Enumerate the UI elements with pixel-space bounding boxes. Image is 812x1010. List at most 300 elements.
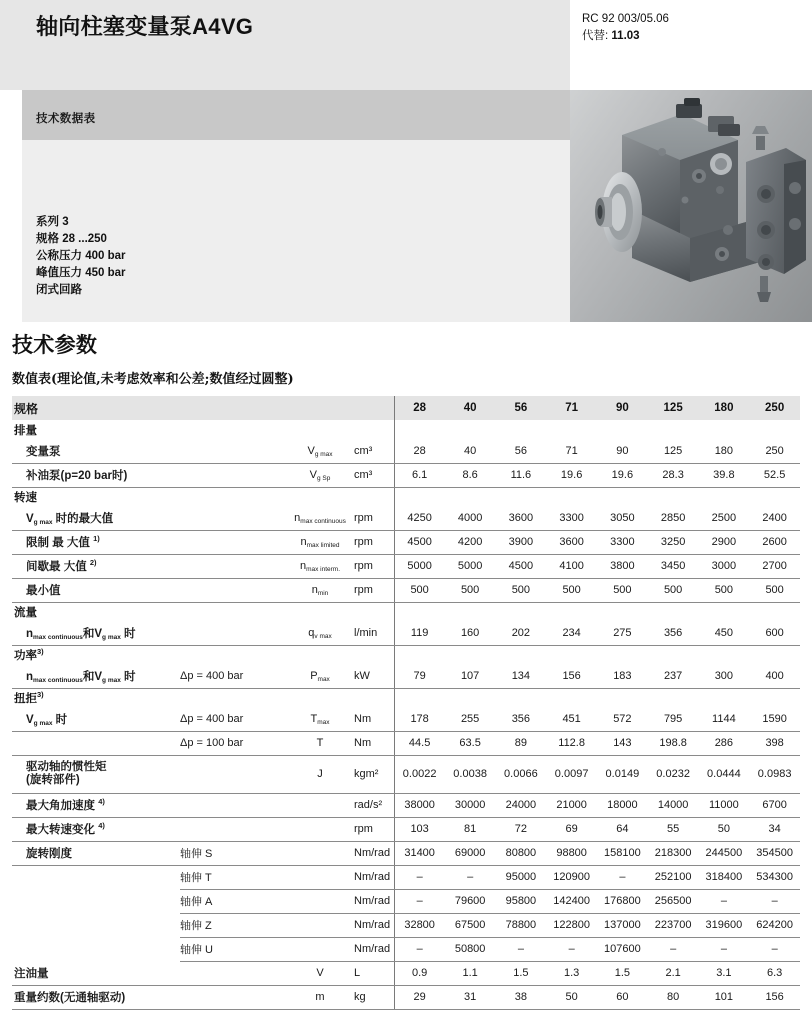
row-unit: Nm/rad: [350, 889, 394, 913]
table-cell-value: 600: [749, 621, 800, 645]
row-symbol: $q_{v max}$: [290, 621, 350, 645]
row-condition: 轴伸 S: [180, 841, 290, 865]
table-cell-value: 44.5: [394, 731, 445, 755]
table-cell-value: 19.6: [546, 463, 597, 487]
row-symbol: [290, 913, 350, 937]
table-cell-value: –: [496, 937, 547, 961]
table-row: [12, 793, 800, 817]
row-unit: kW: [350, 664, 394, 688]
table-cell-value: 4500: [496, 554, 547, 578]
group-label: 功率$^{3)}$: [14, 646, 44, 662]
table-cell-value: 0.0038: [445, 755, 496, 793]
row-unit: Nm/rad: [350, 841, 394, 865]
table-cell-value: [597, 420, 648, 439]
table-cell-value: 107600: [597, 937, 648, 961]
table-cell-value: –: [648, 937, 699, 961]
table-cell-value: [546, 420, 597, 439]
table-cell-value: 160: [445, 621, 496, 645]
table-cell-value: [597, 602, 648, 621]
row-unit: Nm/rad: [350, 937, 394, 961]
row-label: [12, 731, 180, 755]
table-cell-value: 5000: [394, 554, 445, 578]
row-condition: [180, 793, 290, 817]
row-label: [12, 937, 180, 961]
table-header-label: 规格: [12, 396, 180, 420]
table-cell-value: 1144: [699, 707, 750, 731]
table-cell-value: 28: [394, 439, 445, 463]
table-cell-value: 319600: [699, 913, 750, 937]
table-cell-value: 275: [597, 621, 648, 645]
table-cell-value: 40: [445, 439, 496, 463]
row-label: 补油泵(p=20 bar时): [12, 463, 180, 487]
row-label: 驱动轴的惯性矩 (旋转部件): [12, 755, 180, 793]
table-cell-value: 4200: [445, 530, 496, 554]
table-cell-value: [699, 688, 750, 707]
table-header-size: 28: [394, 396, 445, 420]
table-cell-value: 3900: [496, 530, 547, 554]
table-cell-value: 450: [699, 621, 750, 645]
row-symbol: [290, 865, 350, 889]
table-cell-value: [546, 645, 597, 664]
row-label: 注油量: [12, 961, 180, 985]
row-label: $n_{max continuous}$和$V_{g max}$ 时: [12, 664, 180, 688]
table-header-size: 71: [546, 396, 597, 420]
section-title: 技术参数: [12, 334, 98, 357]
table-cell-value: 534300: [749, 865, 800, 889]
table-cell-value: –: [597, 865, 648, 889]
table-cell-value: 69000: [445, 841, 496, 865]
table-row: [12, 578, 800, 602]
technical-data-table: [12, 396, 800, 1010]
table-cell-value: 3000: [699, 554, 750, 578]
table-row: [12, 841, 800, 865]
table-row: [12, 961, 800, 985]
row-label: $V_{g max}$ 时: [12, 707, 180, 731]
table-cell-value: 500: [648, 578, 699, 602]
table-cell-value: 2700: [749, 554, 800, 578]
table-cell-value: 0.0022: [394, 755, 445, 793]
table-header-size: 250: [749, 396, 800, 420]
row-label: 最大角加速度 $^{4)}$: [12, 793, 180, 817]
table-cell-value: 79600: [445, 889, 496, 913]
page-title: 轴向柱塞变量泵A4VG: [36, 14, 254, 39]
row-symbol: [290, 937, 350, 961]
table-cell-value: 79: [394, 664, 445, 688]
row-condition: Δp = 400 bar: [180, 707, 290, 731]
table-cell-value: 500: [699, 578, 750, 602]
table-cell-value: 223700: [648, 913, 699, 937]
table-cell-value: 2400: [749, 506, 800, 530]
row-symbol: m: [290, 985, 350, 1009]
table-cell-value: 158100: [597, 841, 648, 865]
table-cell-value: 24000: [496, 793, 547, 817]
datasheet-strip: [22, 90, 570, 140]
table-cell-value: 2500: [699, 506, 750, 530]
table-cell-value: 81: [445, 817, 496, 841]
table-cell-value: [597, 688, 648, 707]
table-cell-value: 11000: [699, 793, 750, 817]
table-row: [12, 755, 800, 793]
table-cell-value: 202: [496, 621, 547, 645]
table-cell-value: [496, 688, 547, 707]
table-cell-value: 19.6: [597, 463, 648, 487]
table-cell-value: [749, 645, 800, 664]
table-cell-value: 356: [496, 707, 547, 731]
table-cell-value: 451: [546, 707, 597, 731]
table-cell-value: 11.6: [496, 463, 547, 487]
table-cell-value: 0.0232: [648, 755, 699, 793]
table-cell-value: 112.8: [546, 731, 597, 755]
table-cell-value: 89: [496, 731, 547, 755]
table-cell-value: [394, 420, 445, 439]
table-cell-value: 64: [597, 817, 648, 841]
row-condition: Δp = 100 bar: [180, 731, 290, 755]
table-cell-value: [496, 420, 547, 439]
product-spec-list: [36, 214, 125, 299]
table-cell-value: 3.1: [699, 961, 750, 985]
table-cell-value: 3600: [496, 506, 547, 530]
table-cell-value: 1590: [749, 707, 800, 731]
table-cell-value: [597, 487, 648, 506]
table-cell-value: [699, 487, 750, 506]
table-cell-value: –: [394, 889, 445, 913]
table-cell-value: 0.0149: [597, 755, 648, 793]
row-unit: rpm: [350, 578, 394, 602]
row-unit: rad/s²: [350, 793, 394, 817]
table-cell-value: 8.6: [445, 463, 496, 487]
row-symbol: $n_{max continuous}$: [290, 506, 350, 530]
table-cell-value: [445, 688, 496, 707]
product-band: [0, 90, 812, 322]
table-cell-value: 38: [496, 985, 547, 1009]
spec-line-circuit: 闭式回路: [36, 284, 82, 296]
row-label: [12, 865, 180, 889]
group-label: 转速: [14, 491, 37, 504]
datasheet-strip-label: 技术数据表: [36, 113, 96, 125]
table-cell-value: 63.5: [445, 731, 496, 755]
table-cell-value: 318400: [699, 865, 750, 889]
header-title-area: [0, 0, 570, 90]
table-cell-value: 156: [749, 985, 800, 1009]
table-cell-value: 80: [648, 985, 699, 1009]
doc-replaces-label: 代替:: [582, 29, 609, 42]
row-condition: Δp = 400 bar: [180, 664, 290, 688]
table-cell-value: 0.0983: [749, 755, 800, 793]
table-cell-value: 218300: [648, 841, 699, 865]
row-symbol: $n_{min}$: [290, 578, 350, 602]
table-header-size: 180: [699, 396, 750, 420]
table-row: [12, 554, 800, 578]
table-cell-value: [648, 688, 699, 707]
row-unit: l/min: [350, 621, 394, 645]
table-cell-value: 178: [394, 707, 445, 731]
table-cell-value: 5000: [445, 554, 496, 578]
row-symbol: $T_{max}$: [290, 707, 350, 731]
row-condition: [180, 506, 290, 530]
spec-line-series: 系列 3: [36, 216, 69, 228]
table-cell-value: 500: [597, 578, 648, 602]
row-condition: [180, 439, 290, 463]
table-cell-value: 21000: [546, 793, 597, 817]
spec-line-peak-pressure: 峰值压力 450 bar: [36, 267, 126, 279]
table-cell-value: [496, 487, 547, 506]
table-cell-value: [648, 645, 699, 664]
table-header-size: 90: [597, 396, 648, 420]
table-cell-value: –: [394, 937, 445, 961]
table-cell-value: 3250: [648, 530, 699, 554]
row-unit: Nm: [350, 707, 394, 731]
group-row-displacement: [12, 420, 800, 439]
page-header: [0, 0, 812, 90]
table-cell-value: 142400: [546, 889, 597, 913]
table-cell-value: 6.3: [749, 961, 800, 985]
table-row: [12, 817, 800, 841]
table-cell-value: 2850: [648, 506, 699, 530]
table-row: [12, 463, 800, 487]
table-cell-value: 4250: [394, 506, 445, 530]
table-row: [12, 913, 800, 937]
table-cell-value: 3300: [546, 506, 597, 530]
row-condition: [180, 755, 290, 793]
table-cell-value: 50: [699, 817, 750, 841]
row-condition: [180, 578, 290, 602]
row-label: 旋转刚度: [12, 841, 180, 865]
table-cell-value: 103: [394, 817, 445, 841]
row-label: 最小值: [12, 578, 180, 602]
table-cell-value: 795: [648, 707, 699, 731]
table-cell-value: [699, 645, 750, 664]
table-cell-value: 0.0097: [546, 755, 597, 793]
doc-replaces: [582, 28, 812, 45]
table-cell-value: 6.1: [394, 463, 445, 487]
table-cell-value: 500: [546, 578, 597, 602]
table-cell-value: [394, 602, 445, 621]
table-cell-value: [496, 645, 547, 664]
table-cell-value: 244500: [699, 841, 750, 865]
table-cell-value: [597, 645, 648, 664]
spec-line-nominal-pressure: 公称压力 400 bar: [36, 250, 126, 262]
row-symbol: [290, 817, 350, 841]
table-cell-value: 134: [496, 664, 547, 688]
row-unit: Nm/rad: [350, 913, 394, 937]
row-condition: 轴伸 Z: [180, 913, 290, 937]
table-row: [12, 621, 800, 645]
table-cell-value: [445, 602, 496, 621]
table-cell-value: –: [749, 889, 800, 913]
row-unit: rpm: [350, 530, 394, 554]
row-symbol: $P_{max}$: [290, 664, 350, 688]
row-symbol: T: [290, 731, 350, 755]
table-row: [12, 865, 800, 889]
table-cell-value: 572: [597, 707, 648, 731]
row-label: 最大转速变化 $^{4)}$: [12, 817, 180, 841]
table-cell-value: 80800: [496, 841, 547, 865]
table-cell-value: 56: [496, 439, 547, 463]
table-cell-value: 4100: [546, 554, 597, 578]
table-cell-value: 143: [597, 731, 648, 755]
table-cell-value: –: [445, 865, 496, 889]
table-cell-value: [445, 487, 496, 506]
table-cell-value: 3450: [648, 554, 699, 578]
table-cell-value: [394, 645, 445, 664]
table-cell-value: [496, 602, 547, 621]
table-cell-value: 1.1: [445, 961, 496, 985]
table-row: [12, 731, 800, 755]
table-row: [12, 439, 800, 463]
table-cell-value: 252100: [648, 865, 699, 889]
table-cell-value: –: [546, 937, 597, 961]
table-cell-value: 4500: [394, 530, 445, 554]
table-cell-value: 14000: [648, 793, 699, 817]
table-cell-value: 234: [546, 621, 597, 645]
row-symbol: $V_{g max}$: [290, 439, 350, 463]
table-cell-value: [749, 688, 800, 707]
doc-number: RC 92 003/05.06: [582, 13, 669, 25]
table-cell-value: 2900: [699, 530, 750, 554]
table-cell-value: 356: [648, 621, 699, 645]
table-cell-value: [699, 420, 750, 439]
table-cell-value: 32800: [394, 913, 445, 937]
table-cell-value: 250: [749, 439, 800, 463]
row-label: $n_{max continuous}$和$V_{g max}$ 时: [12, 621, 180, 645]
table-cell-value: 29: [394, 985, 445, 1009]
group-label: 排量: [14, 424, 37, 437]
table-cell-value: 69: [546, 817, 597, 841]
row-unit: rpm: [350, 817, 394, 841]
table-cell-value: [699, 602, 750, 621]
row-symbol: V: [290, 961, 350, 985]
table-cell-value: [394, 688, 445, 707]
table-cell-value: [394, 487, 445, 506]
table-row: [12, 664, 800, 688]
table-cell-value: [648, 487, 699, 506]
table-cell-value: 95000: [496, 865, 547, 889]
table-cell-value: 176800: [597, 889, 648, 913]
table-cell-value: 0.9: [394, 961, 445, 985]
table-cell-value: 50800: [445, 937, 496, 961]
row-label: [12, 913, 180, 937]
table-cell-value: –: [749, 937, 800, 961]
product-band-text: [0, 90, 570, 322]
group-label: 扭拒$^{3)}$: [14, 689, 44, 705]
table-cell-value: 3800: [597, 554, 648, 578]
table-cell-value: 34: [749, 817, 800, 841]
row-unit: L: [350, 961, 394, 985]
table-cell-value: 50: [546, 985, 597, 1009]
row-symbol: [290, 793, 350, 817]
table-cell-value: 500: [394, 578, 445, 602]
row-label: $V_{g max}$ 时的最大值: [12, 506, 180, 530]
table-cell-value: 156: [546, 664, 597, 688]
row-condition: [180, 961, 290, 985]
table-cell-value: 125: [648, 439, 699, 463]
group-label: 流量: [14, 606, 37, 619]
row-symbol: [290, 841, 350, 865]
table-row: [12, 530, 800, 554]
table-cell-value: 1.5: [496, 961, 547, 985]
table-cell-value: 624200: [749, 913, 800, 937]
row-unit: Nm: [350, 731, 394, 755]
row-condition: 轴伸 A: [180, 889, 290, 913]
pump-illustration: [570, 90, 812, 322]
table-cell-value: 1.3: [546, 961, 597, 985]
row-condition: 轴伸 U: [180, 937, 290, 961]
table-cell-value: 0.0066: [496, 755, 547, 793]
table-cell-value: 256500: [648, 889, 699, 913]
table-cell-value: [546, 487, 597, 506]
table-cell-value: 3300: [597, 530, 648, 554]
row-unit: rpm: [350, 554, 394, 578]
row-condition: [180, 463, 290, 487]
table-cell-value: 90: [597, 439, 648, 463]
table-cell-value: 72: [496, 817, 547, 841]
table-cell-value: 183: [597, 664, 648, 688]
table-cell-value: 286: [699, 731, 750, 755]
row-label: [12, 889, 180, 913]
table-cell-value: [445, 420, 496, 439]
table-cell-value: 0.0444: [699, 755, 750, 793]
row-unit: cm³: [350, 463, 394, 487]
table-cell-value: [749, 487, 800, 506]
table-row: [12, 985, 800, 1009]
row-unit: cm³: [350, 439, 394, 463]
table-header-size: 40: [445, 396, 496, 420]
table-cell-value: [648, 420, 699, 439]
table-cell-value: 6700: [749, 793, 800, 817]
table-cell-value: 67500: [445, 913, 496, 937]
row-condition: [180, 621, 290, 645]
row-condition: 轴伸 T: [180, 865, 290, 889]
table-header-row: [12, 396, 800, 420]
table-cell-value: 30000: [445, 793, 496, 817]
table-cell-value: 18000: [597, 793, 648, 817]
doc-replaces-value: 11.03: [611, 29, 640, 42]
table-cell-value: 98800: [546, 841, 597, 865]
row-label: 间歇最 大值 $^{2)}$: [12, 554, 180, 578]
table-cell-value: 500: [496, 578, 547, 602]
table-cell-value: 237: [648, 664, 699, 688]
row-unit: Nm/rad: [350, 865, 394, 889]
table-cell-value: 71: [546, 439, 597, 463]
table-cell-value: 3050: [597, 506, 648, 530]
table-cell-value: 1.5: [597, 961, 648, 985]
row-symbol: J: [290, 755, 350, 793]
row-condition: [180, 817, 290, 841]
table-cell-value: 55: [648, 817, 699, 841]
table-cell-value: 354500: [749, 841, 800, 865]
group-row-torque: [12, 688, 800, 707]
table-cell-value: 119: [394, 621, 445, 645]
table-cell-value: 198.8: [648, 731, 699, 755]
row-condition: [180, 530, 290, 554]
table-cell-value: 31400: [394, 841, 445, 865]
table-row: [12, 506, 800, 530]
table-cell-value: 95800: [496, 889, 547, 913]
row-symbol: $n_{max interm.}$: [290, 554, 350, 578]
header-doc-meta: [570, 0, 812, 90]
row-symbol: [290, 889, 350, 913]
row-condition: [180, 554, 290, 578]
row-unit: kgm²: [350, 755, 394, 793]
table-cell-value: [648, 602, 699, 621]
spec-line-size: 规格 28 ...250: [36, 233, 107, 245]
row-symbol: $V_{g Sp}$: [290, 463, 350, 487]
table-body: [12, 396, 800, 1009]
table-cell-value: 107: [445, 664, 496, 688]
group-row-flow: [12, 602, 800, 621]
table-cell-value: 28.3: [648, 463, 699, 487]
table-header-size: 125: [648, 396, 699, 420]
